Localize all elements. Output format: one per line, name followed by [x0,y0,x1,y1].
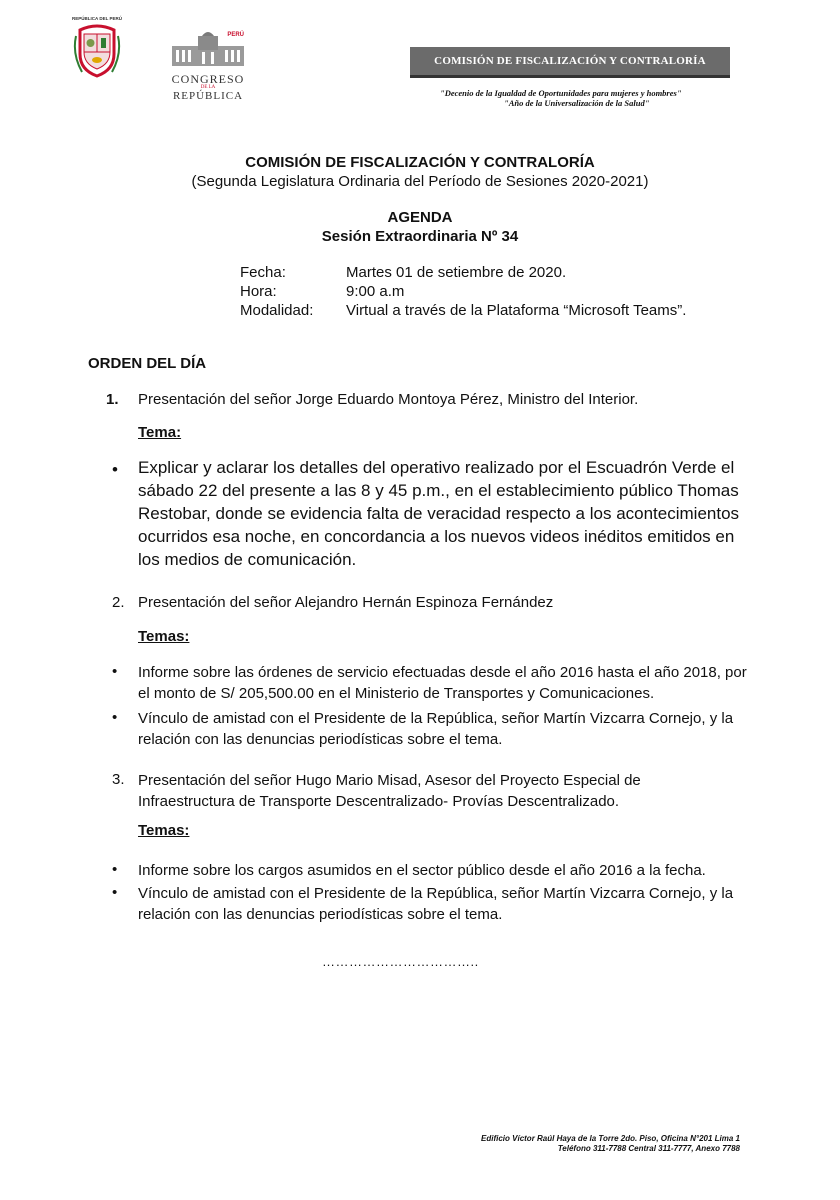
document-subtitle: (Segunda Legislatura Ordinaria del Período de Sesiones 2020-2021) [191,173,649,190]
modalidad-label: Modalidad: [240,302,314,319]
item-3-number: 3. [112,771,125,788]
footer-phone: Teléfono 311-7788 Central 311-7777, Anexo 7788 [557,1144,740,1153]
svg-text:PERÚ: PERÚ [227,32,244,38]
hora-value: 9:00 a.m [346,283,405,300]
congress-de-la: DE LA [200,85,216,90]
orden-del-dia-heading: ORDEN DEL DÍA [88,355,207,372]
item-2-bullet-1-text: Informe sobre las órdenes de servicio efectuadas desde el año 2016 hasta el año 2018, por el monto de S/ 205,500.00 en el Ministerio de Transportes y Comunicaciones. [138,664,747,702]
item-2-number: 2. [112,594,125,611]
item-3-bullet-2-marker: • [112,884,118,901]
peru-coat-of-arms-logo [72,14,122,80]
fecha-label: Fecha: [240,264,286,281]
item-2-bullet-1-marker: • [112,663,118,680]
item-1-number: 1. [106,391,119,408]
item-1-tema-label: Tema: [138,424,182,441]
agenda-heading: AGENDA [387,209,453,226]
item-2-tema-label: Temas: [138,628,190,645]
congress-name: CONGRESO [171,72,245,86]
fecha-value: Martes 01 de setiembre de 2020. [346,264,567,281]
item-3-bullet-1-text: Informe sobre los cargos asumidos en el sector público desde el año 2016 a la fecha. [138,862,706,879]
item-2-bullet-2-text: Vínculo de amistad con el Presidente de la República, señor Martín Vizcarra Cornejo, y la relación con las denuncias periodísticas sobre el tema. [138,710,734,748]
congress-building-icon [168,28,248,68]
modalidad-value: Virtual a través de la Plataforma “Microsoft Teams”. [346,302,687,319]
footer-address: Edificio Víctor Raúl Haya de la Torre 2do. Piso, Oficina N°201 Lima 1 [481,1134,740,1143]
closing-dots: …………………………….. [322,954,479,969]
item-3-bullet-2-text: Vínculo de amistad con el Presidente de la República, señor Martín Vizcarra Cornejo, y la relación con las denuncias periodísticas sobre el tema. [138,885,734,923]
item-1-bullet-1-marker: • [112,460,118,479]
item-2-text: Presentación del señor Alejandro Hernán Espinoza Fernández [138,594,554,611]
item-3-bullet-1-marker: • [112,861,118,878]
congreso-logo [168,28,248,102]
item-2-bullet-2-marker: • [112,709,118,726]
commission-header-bar: COMISIÓN DE FISCALIZACIÓN Y CONTRALORÍA [410,47,730,78]
item-3-text: Presentación del señor Hugo Mario Misad, Asesor del Proyecto Especial de Infraestructura de Transporte Descentralizado- Provías Descentralizado. [138,772,641,810]
svg-text:REPÚBLICA DEL PERÚ: REPÚBLICA DEL PERÚ [72,16,122,21]
slogan-ano: "Año de la Universalización de la Salud" [504,98,650,108]
session-heading: Sesión Extraordinaria Nº 34 [321,228,519,245]
item-3-tema-label: Temas: [138,822,190,839]
congress-republica: REPÚBLICA [172,90,244,102]
document-title: COMISIÓN DE FISCALIZACIÓN Y CONTRALORÍA [245,154,595,171]
item-1-text: Presentación del señor Jorge Eduardo Montoya Pérez, Ministro del Interior. [138,391,639,408]
slogan-decenio: "Decenio de la Igualdad de Oportunidades para mujeres y hombres" [440,88,682,98]
item-1-bullet-1-text: Explicar y aclarar los detalles del operativo realizado por el Escuadrón Verde el sábado 22 del presente a las 8 y 45 p.m., en el establecimiento público Thomas Restobar, donde se evidencia falta de veracidad respecto a los acontecimientos ocurridos esa noche, en concordancia a los nuevos videos inéditos emitidos en los medios de comunicación. [138,458,740,569]
hora-label: Hora: [240,283,277,300]
